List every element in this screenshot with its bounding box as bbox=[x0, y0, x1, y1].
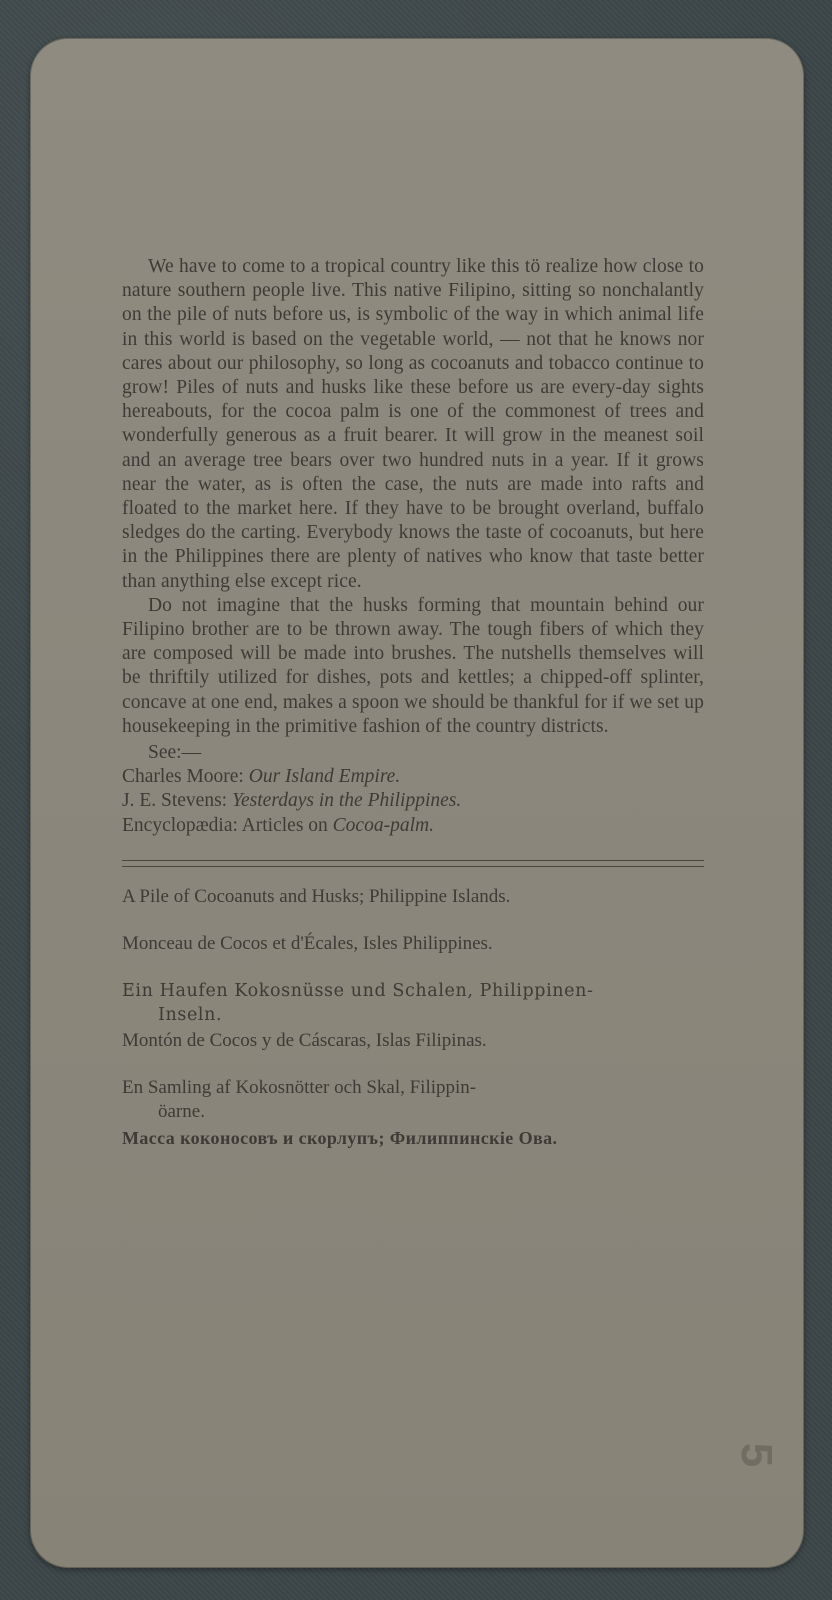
reference-title: Cocoa-palm. bbox=[332, 814, 434, 836]
caption-english: A Pile of Cocoanuts and Husks; Philippine Islands. bbox=[122, 885, 511, 907]
reference-3 bbox=[122, 814, 704, 838]
reference-title: Yesterdays in the Philippines. bbox=[231, 790, 462, 812]
reference-author: Charles Moore: bbox=[122, 766, 244, 788]
caption-german bbox=[122, 979, 704, 1027]
caption-swedish-line1: En Samling af Kokosnötter och Skal, Filippin- bbox=[122, 1076, 477, 1098]
caption-spanish: Montón de Cocos y de Cáscaras, Islas Filipinas. bbox=[122, 1029, 487, 1051]
caption-german-line1: Ein Haufen Kokosnüsse und Schalen, Philippinen- bbox=[122, 980, 594, 1001]
reference-title: Our Island Empire. bbox=[248, 766, 401, 788]
caption-swedish bbox=[122, 1076, 704, 1124]
description bbox=[122, 255, 704, 739]
reference-author: Encyclopædia: Articles on bbox=[122, 814, 328, 836]
card-text bbox=[122, 255, 704, 1173]
see-label: See:— bbox=[148, 742, 202, 764]
reference-1 bbox=[122, 765, 704, 789]
reference-2 bbox=[122, 789, 704, 813]
see-also bbox=[122, 741, 704, 838]
multilingual-captions bbox=[122, 885, 704, 1150]
card-number-stamp: 5 bbox=[732, 1442, 781, 1468]
caption-german-line2: Inseln. bbox=[158, 1004, 223, 1025]
paragraph-1: We have to come to a tropical country like this tö realize how close to nature southern people live. This native Filipino, sitting so nonchalantly on the pile of nuts before us, is symbolic of the way in which animal life in this world is based on the vegetable world, — not that he knows nor cares about our philosophy, so long as cocoanuts and tobacco continue to grow! Piles of nuts and husks like these before us are every-day sights hereabouts, for the cocoa palm is one of the commonest of trees and wonderfully generous as a fruit bearer. It will grow in the meanest soil and an average tree bears over two hundred nuts in a year. If it grows near the water, as is often the case, the nuts are made into rafts and floated to the market here. If they have to be brought overland, buffalo sledges do the carting. Everybody knows the taste of cocoanuts, but here in the Philippines there are plenty of natives who know that taste better than anything else except rice. bbox=[122, 256, 704, 592]
caption-russian: Масса коконосовъ и скорлупъ; Филиппинскіе Ова. bbox=[122, 1127, 558, 1148]
double-rule-divider bbox=[122, 860, 704, 867]
paragraph-2: Do not imagine that the husks forming that mountain behind our Filipino brother are to be thrown away. The tough fibers of which they are composed will be made into brushes. The nutshells themselves will be thriftily utilized for dishes, pots and kettles; a chipped-off splinter, concave at one end, makes a spoon we should be thankful for if we set up housekeeping in the primitive fashion of the country districts. bbox=[122, 594, 704, 737]
caption-french: Monceau de Cocos et d'Écales, Isles Philippines. bbox=[122, 932, 493, 954]
reference-author: J. E. Stevens: bbox=[122, 790, 228, 812]
caption-swedish-line2: öarne. bbox=[158, 1100, 205, 1122]
